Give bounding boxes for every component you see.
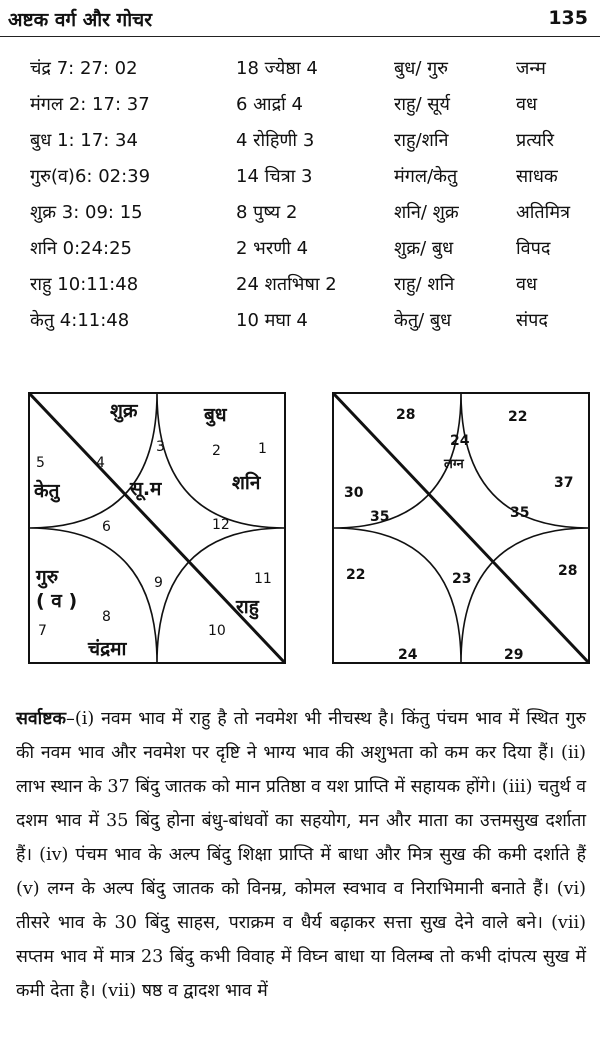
lords: शनि/ शुक्र [394,202,459,223]
page-header [0,0,600,37]
tara: अतिमित्र [516,202,571,223]
sarvashtak-paragraph [16,702,586,1008]
table-row [30,272,590,308]
house-points: 28 [558,563,578,579]
house-points: 28 [396,407,416,423]
house-points: 35 [370,509,390,525]
planet-shani: शनि [232,472,261,494]
sign-number: 10 [208,623,226,639]
birth-chart [28,392,286,664]
planet-chandra: चंद्रमा [88,638,127,660]
sign-number: 1 [258,441,267,457]
planet-position: गुरु(व)6: 02:39 [30,166,151,187]
lords: राहु/ सूर्य [394,94,450,115]
table-row [30,236,590,272]
table-row [30,308,590,344]
planet-budh: बुध [204,404,227,426]
sign-number: 4 [96,455,105,471]
house-points: 22 [508,409,528,425]
paragraph-heading: सर्वाष्टक [16,709,67,729]
sign-number: 7 [38,623,47,639]
sign-number: 5 [36,455,45,471]
sign-number: 6 [102,519,111,535]
tara: वध [516,274,538,295]
lords: शुक्र/ बुध [394,238,454,259]
planet-guru: गुरु [36,566,59,588]
tara: जन्म [516,58,546,79]
tara: प्रत्यरि [516,130,554,151]
planet-position: केतु 4:11:48 [30,310,130,331]
house-points: 30 [344,485,364,501]
table-row [30,92,590,128]
house-points: 29 [504,647,524,663]
sign-number: 3 [156,439,165,455]
house-points: 24 [398,647,418,663]
planet-position: शुक्र 3: 09: 15 [30,202,143,223]
lagna-label: लग्न [444,457,464,472]
planet-rahu: राहु [236,596,259,618]
nakshatra: 14 चित्रा 3 [236,166,313,187]
paragraph-text: –(i) नवम भाव में राहु है तो नवमेश भी नीचस्थ है। किंतु पंचम भाव में स्थित गुरु की नवम भाव और नवमेश पर दृष्टि ने भाग्य भाव की अशुभता को कम कर दिया हैं। (ii) लाभ स्थान के 37 बिंदु जातक को मान प्रतिष्ठा व यश प्राप्ति में सहायक होंगे। (iii) चतुर्थ व दशम भाव में 35 बिंदु होना बंधु-बांधवों का सहयोग, मन और माता का उत्तमसुख दर्शाता हैं। (iv) पंचम भाव के अल्प बिंदु शिक्षा प्राप्ति में बाधा और मित्र सुख की कमी दर्शाते हैं (v) लग्न के अल्प बिंदु जातक को विनम्र, कोमल स्वभाव व निराभिमानी बनाते हैं। (vi) तीसरे भाव के 30 बिंदु साहस, पराक्रम व धैर्य बढ़ाकर सत्ता सुख देने वाले बने। (vii) सप्तम भाव में मात्र 23 बिंदु कभी विवाह में विघ्न बाधा या विलम्ब तो कभी दांपत्य सुख में कमी देता है। (vii) षष्ठ व द्वादश भाव में [16,709,586,1001]
lords: बुध/ गुरु [394,58,449,79]
tara: विपद [516,238,551,259]
planet-position: राहु 10:11:48 [30,274,139,295]
sign-number: 11 [254,571,272,587]
planet-position: शनि 0:24:25 [30,238,133,259]
chapter-title: अष्टक वर्ग और गोचर [8,9,152,31]
sign-number: 2 [212,443,221,459]
table-row [30,128,590,164]
planet-position: चंद्र 7: 27: 02 [30,58,138,79]
house-points: 23 [452,571,472,587]
house-points: 35 [510,505,530,521]
table-row [30,200,590,236]
nakshatra: 4 रोहिणी 3 [236,130,315,151]
ashtak-varga-chart [332,392,590,664]
planet-surya-mangal: सू.म [130,478,162,500]
tara: वध [516,94,538,115]
planet-ketu: केतु [34,480,60,502]
sign-number: 12 [212,517,230,533]
lords: राहु/ शनि [394,274,455,295]
planet-guru-vakri: ( व ) [36,590,78,612]
birth-chart-grid [28,392,286,664]
nakshatra: 8 पुष्य 2 [236,202,298,223]
nakshatra: 6 आर्द्रा 4 [236,94,303,115]
nakshatra: 24 शतभिषा 2 [236,274,337,295]
tara: साधक [516,166,558,187]
house-points: 24 [450,433,470,449]
table-row [30,164,590,200]
house-points: 22 [346,567,366,583]
nakshatra: 2 भरणी 4 [236,238,309,259]
lords: केतु/ बुध [394,310,452,331]
planet-shukra: शुक्र [110,400,138,422]
nakshatra: 10 मघा 4 [236,310,308,331]
sign-number: 8 [102,609,111,625]
planet-position: बुध 1: 17: 34 [30,130,138,151]
table-row [30,56,590,92]
sign-number: 9 [154,575,163,591]
page-number: 135 [548,7,588,29]
lords: राहु/शनि [394,130,449,151]
nakshatra: 18 ज्येष्ठा 4 [236,58,318,79]
lords: मंगल/केतु [394,166,458,187]
tara: संपद [516,310,548,331]
house-points: 37 [554,475,574,491]
planet-position-table [30,56,590,344]
planet-position: मंगल 2: 17: 37 [30,94,150,115]
